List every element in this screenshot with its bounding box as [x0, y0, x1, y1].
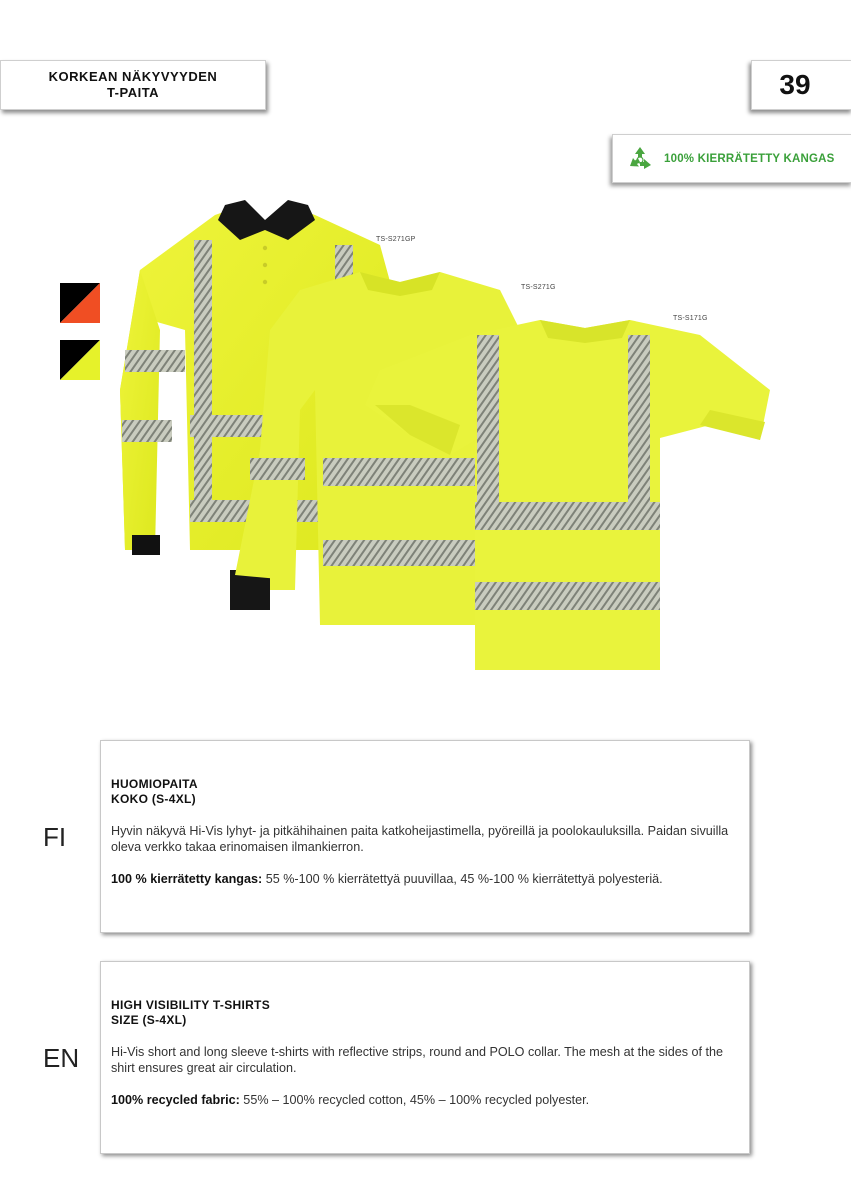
fabric-text-fi: 55 %-100 % kierrätettyä puuvillaa, 45 %-100 % kierrätettyä polyesteriä.: [262, 872, 663, 886]
title-line-2: T-PAITA: [106, 85, 160, 100]
description-text-en: Hi-Vis short and long sleeve t-shirts with reflective strips, round and POLO collar. The mesh at the sides of the shirt ensures great air circulation.: [111, 1045, 724, 1075]
fabric-info-en: [111, 1092, 739, 1108]
recycle-icon: [626, 145, 654, 173]
section-title: [0, 60, 266, 110]
heading-en-1: HIGH VISIBILITY T-SHIRTS: [111, 998, 270, 1012]
description-text-fi: Hyvin näkyvä Hi-Vis lyhyt- ja pitkähihainen paita katkoheijastimella, pyöreillä ja poolokauluksilla. Paidan sivuilla oleva verkko takaa erinomaisen ilmankierron.: [111, 824, 729, 854]
fabric-label-fi: 100 % kierrätetty kangas: [111, 872, 259, 886]
color-swatch-black-yellow: [60, 340, 100, 380]
fabric-text-en: 55% – 100% recycled cotton, 45% – 100% recycled polyester.: [239, 1093, 590, 1107]
heading-fi-2: KOKO (S-4XL): [111, 792, 196, 806]
heading-fi-1: HUOMIOPAITA: [111, 777, 198, 791]
fabric-label-en: 100% recycled fabric:: [111, 1093, 240, 1107]
title-line-1: KORKEAN NÄKYVYYDEN: [48, 69, 218, 84]
page-number: [751, 60, 851, 110]
language-label-fi: FI: [43, 822, 67, 852]
product-code-1: TS-S271GP: [376, 236, 416, 243]
recycled-badge: [612, 134, 851, 183]
product-code-3: TS-S171G: [673, 315, 708, 322]
language-label-en: EN: [43, 1043, 80, 1073]
product-image-shirts: [110, 190, 790, 680]
heading-en-2: SIZE (S-4XL): [111, 1013, 187, 1027]
description-box-en: [100, 961, 750, 1154]
fabric-info-fi: [111, 871, 739, 887]
color-swatch-black-orange: [60, 283, 100, 323]
badge-label: 100% KIERRÄTETTY KANGAS: [664, 152, 835, 165]
page-number-text: 39: [779, 69, 811, 100]
description-box-fi: [100, 740, 750, 933]
fabric-colon-fi: :: [258, 872, 263, 886]
product-code-2: TS-S271G: [521, 284, 556, 291]
